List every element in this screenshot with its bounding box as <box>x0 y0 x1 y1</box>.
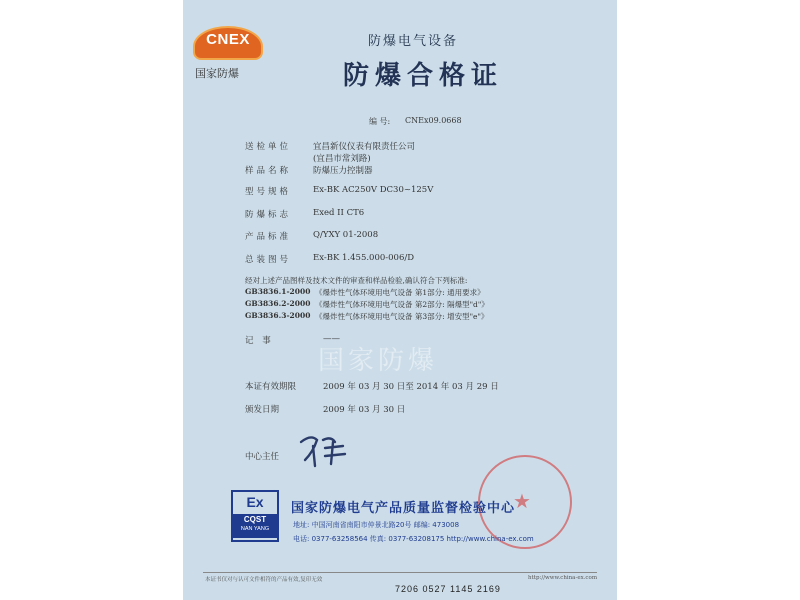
standard-code-2: GB3836.2-2000 <box>245 299 311 308</box>
field-value-product: 防爆压力控制器 <box>313 166 373 176</box>
issuer-address: 地址: 中国河南省南阳市仲景北路20号 邮编: 473008 <box>293 521 460 529</box>
badge-ex-text: Ex <box>246 494 264 510</box>
cert-number: CNEx09.0668 <box>405 116 462 125</box>
field-value-address: (宜昌市常刘路) <box>313 154 371 164</box>
field-label-ex-mark: 防爆标志 <box>245 210 292 220</box>
standard-code-3: GB3836.3-2000 <box>245 311 311 320</box>
standard-text-2: 《爆炸性气体环境用电气设备 第2部分: 隔爆型"d"》 <box>315 300 489 309</box>
field-label-drawing: 总装图号 <box>245 255 292 265</box>
validity-label: 本证有效期限 <box>245 382 297 392</box>
field-label-model: 型号规格 <box>245 187 292 197</box>
issuer-contact: 电话: 0377-63258564 传真: 0377-63208175 http://www.china-ex.com <box>293 535 534 543</box>
field-value-applicant: 宜昌新仪仪表有限责任公司 <box>313 142 416 152</box>
certificate-category: 防爆电气设备 <box>368 34 459 49</box>
field-label-applicant: 送检单位 <box>245 142 292 152</box>
field-value-model: Ex-BK AC250V DC30~125V <box>313 185 434 195</box>
remarks-value: —— <box>323 334 340 344</box>
issuer-name: 国家防爆电气产品质量监督检验中心 <box>291 501 516 516</box>
badge-cqst-text: CQST <box>243 515 267 524</box>
certificate-title: 防爆合格证 <box>343 61 504 91</box>
standard-text-1: 《爆炸性气体环境用电气设备 第1部分: 通用要求》 <box>315 288 485 297</box>
logo-subtitle: 国家防爆 <box>195 67 239 80</box>
standard-code-1: GB3836.1-2000 <box>245 287 311 296</box>
seal-star-icon: ★ <box>513 489 531 513</box>
serial-number: 7206 0527 1145 2169 <box>395 584 501 594</box>
certificate-sheet <box>183 0 617 600</box>
field-value-drawing: Ex-BK 1.455.000-006/D <box>313 253 415 263</box>
field-value-ex-mark: Exed II CT6 <box>313 208 365 218</box>
cert-number-label: 编 号: <box>369 117 391 126</box>
badge-city-text: NAN YANG <box>240 526 270 532</box>
remarks-label: 记 事 <box>245 336 274 346</box>
footer-note: 本证书仅对与认可文件相符的产品有效,复印无效 <box>205 577 323 583</box>
logo-text: CNEX <box>206 31 250 48</box>
director-signature <box>295 430 355 470</box>
cnex-logo <box>193 12 263 80</box>
cqst-badge <box>231 490 279 542</box>
watermark: 国家防爆 <box>318 346 439 376</box>
issue-date-label: 颁发日期 <box>245 405 280 415</box>
field-label-standard: 产品标准 <box>245 232 292 242</box>
standard-text-3: 《爆炸性气体环境用电气设备 第3部分: 增安型"e"》 <box>315 312 489 321</box>
footer-rule <box>203 572 597 573</box>
conformity-statement: 经对上述产品图样及技术文件的审查和样品检验,确认符合下列标准: <box>245 276 468 285</box>
issue-date-value: 2009 年 03 月 30 日 <box>323 405 406 415</box>
field-label-product: 样品名称 <box>245 166 292 176</box>
validity-value: 2009 年 03 月 30 日至 2014 年 03 月 29 日 <box>323 382 499 392</box>
field-value-standard: Q/YXY 01-2008 <box>313 230 379 240</box>
director-label: 中心主任 <box>245 452 280 462</box>
footer-website: http://www.china-ex.com <box>528 575 598 581</box>
